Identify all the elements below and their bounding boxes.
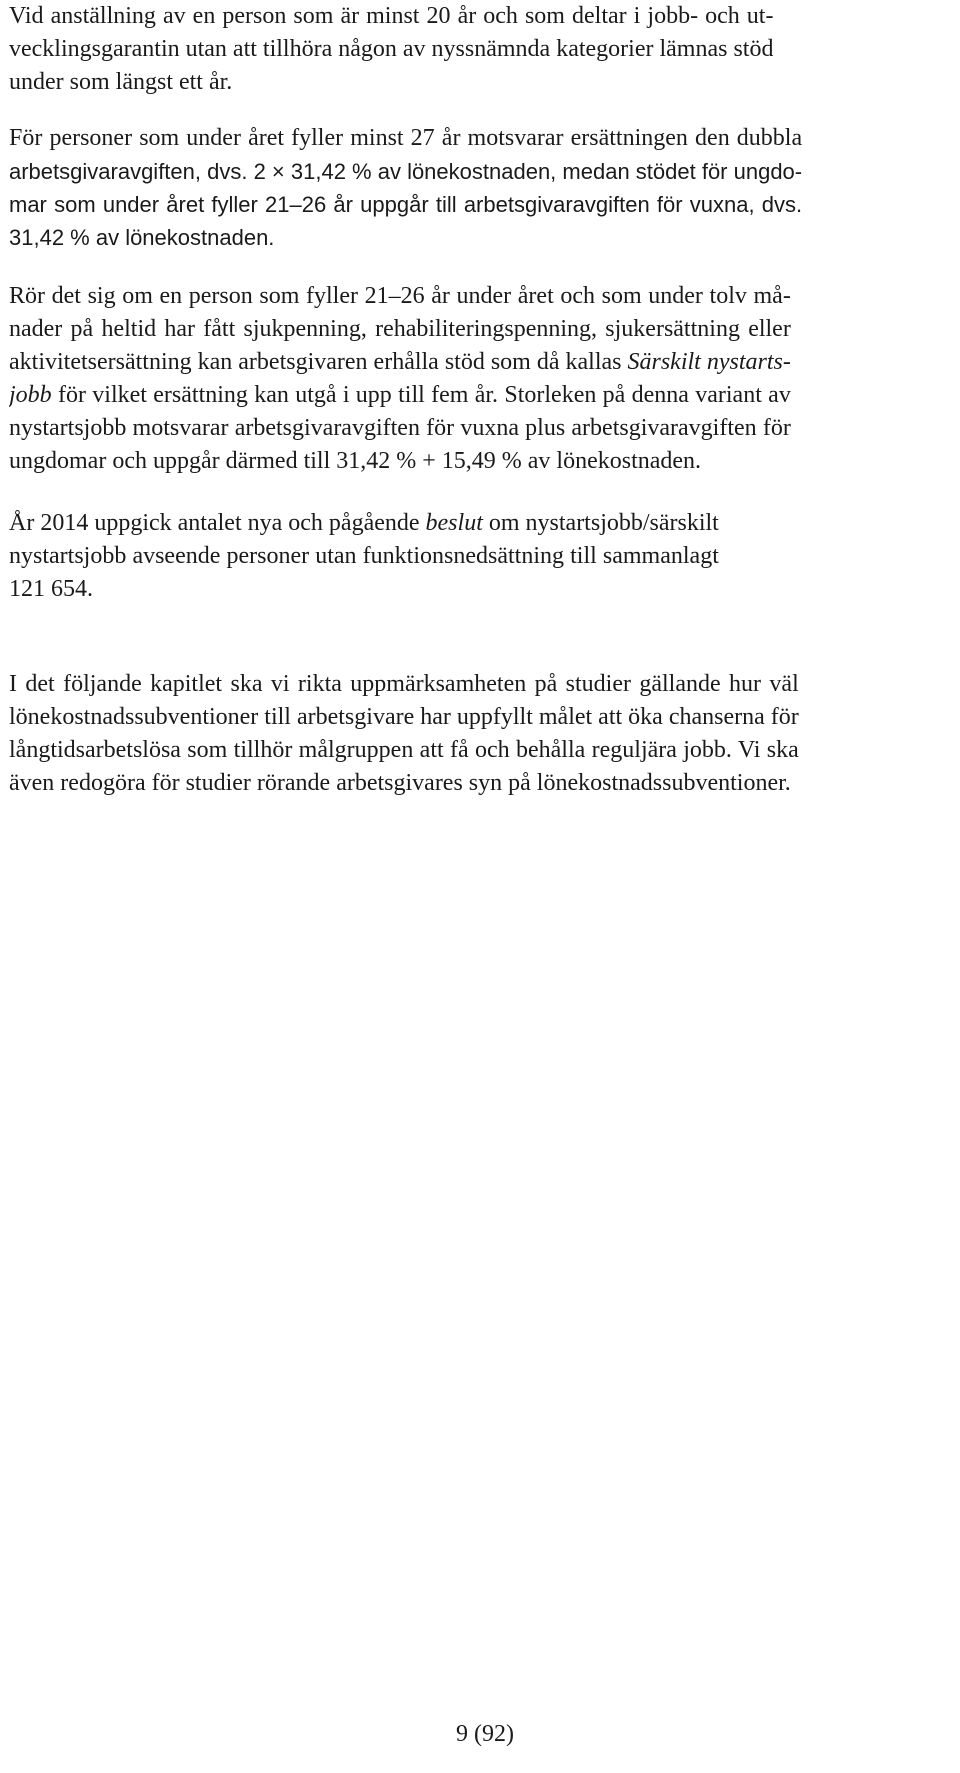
text-line: Rör det sig om en person som fyller 21–26 år under året och som under tolv må- [9,283,791,309]
emphasized-term: Särskilt nystarts- [627,349,791,375]
text-line: ungdomar och uppgår därmed till 31,42 % + 15,49 % av lönekostnaden. [9,448,702,474]
emphasized-term: jobb [9,382,52,408]
text-line: Vid anställning av en person som är minst 20 år och som deltar i jobb- och ut- [9,3,774,29]
text-segment: för vilket ersättning kan utgå i upp till fem år. Storleken på denna variant av [58,382,791,408]
paragraph-2 [9,122,802,254]
text-line: 31,42 % av lönekostnaden. [9,225,275,250]
text-line: under som längst ett år. [9,69,233,95]
emphasized-term: beslut [425,510,483,536]
text-line: långtidsarbetslösa som tillhör målgruppen att få och behålla reguljära jobb. Vi ska [9,737,799,763]
text-line: mar som under året fyller 21–26 år uppgår till arbetsgivaravgiften för vuxna, dvs. [9,192,803,217]
text-line [9,507,719,540]
text-segment: om nystartsjobb/särskilt [488,510,719,536]
paragraph-4 [9,507,719,606]
text-line: nystartsjobb motsvarar arbetsgivaravgiften för vuxna plus arbetsgivaravgiften för [9,415,791,441]
text-line: För personer som under året fyller minst 27 år motsvarar ersättningen den dubbla [9,125,803,151]
paragraph-3 [9,280,791,478]
text-line: arbetsgivaravgiften, dvs. 2 × 31,42 % av lönekostnaden, medan stödet för ungdo- [9,159,803,184]
page-number: 9 (92) [456,1721,514,1747]
text-line: 121 654. [9,576,93,602]
text-line: I det följande kapitlet ska vi rikta uppmärksamheten på studier gällande hur väl [9,671,799,697]
text-line: nystartsjobb avseende personer utan funktionsnedsättning till sammanlagt [9,543,719,569]
text-line: även redogöra för studier rörande arbetsgivares syn på lönekostnadssubventioner. [9,770,791,796]
text-line [9,346,791,379]
text-line: nader på heltid har fått sjukpenning, rehabiliteringspenning, sjukersättning eller [9,316,791,342]
paragraph-1 [9,0,773,99]
text-line: lönekostnadssubventioner till arbetsgivare har uppfyllt målet att öka chanserna för [9,704,799,730]
text-line: vecklingsgarantin utan att tillhöra någon av nyssnämnda kategorier lämnas stöd [9,36,774,62]
text-line [9,379,791,412]
text-segment: År 2014 uppgick antalet nya och pågående [9,510,420,536]
paragraph-5 [9,668,799,800]
text-segment: aktivitetsersättning kan arbetsgivaren erhålla stöd som då kallas [9,349,622,375]
